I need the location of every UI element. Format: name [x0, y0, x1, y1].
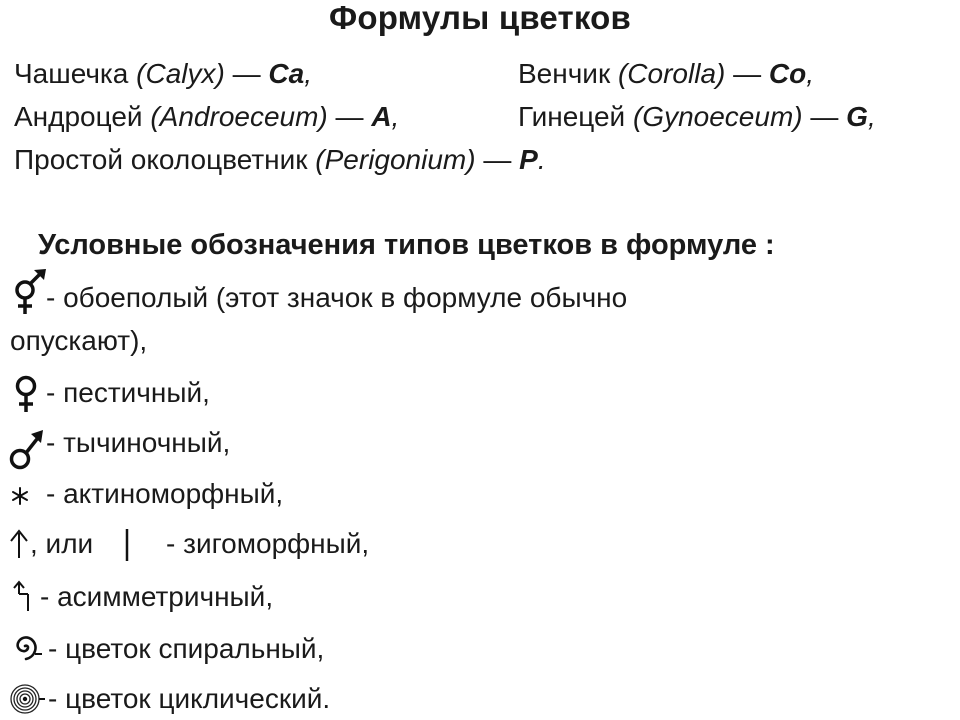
- androeceum-definition: [14, 101, 399, 133]
- gynoeceum-name: Гинецей: [518, 101, 626, 132]
- spiral-icon: [8, 630, 44, 662]
- legend-title: Условные обозначения типов цветков в формуле :: [38, 229, 775, 261]
- androeceum-end: ,: [391, 101, 400, 132]
- male-symbol-icon: [6, 428, 46, 472]
- perigonium-symbol: P: [519, 144, 538, 175]
- vertical-bar-icon: [122, 527, 132, 563]
- corolla-dash: —: [733, 58, 762, 89]
- legend-cyclic-text: - цветок циклический.: [48, 683, 331, 714]
- legend-spiral-text: - цветок спиральный,: [48, 633, 325, 664]
- calyx-latin: (Calyx): [136, 58, 225, 89]
- corolla-end: ,: [806, 58, 815, 89]
- legend-bisexual-text: - обоеполый (этот значок в формуле обычно: [46, 282, 628, 313]
- legend-asterisk-text: - актиноморфный,: [46, 478, 284, 509]
- asterisk-icon: [10, 486, 30, 506]
- bisexual-symbol-icon: [8, 268, 48, 320]
- corolla-symbol: Co: [768, 58, 807, 89]
- perigonium-definition: [14, 144, 546, 176]
- gynoeceum-dash: —: [810, 101, 839, 132]
- androeceum-dash: —: [335, 101, 364, 132]
- legend-asymmetric-text: - асимметричный,: [40, 581, 274, 612]
- androeceum-symbol: A: [371, 101, 392, 132]
- legend-female-text: - пестичный,: [46, 377, 210, 408]
- corolla-latin: (Corolla): [617, 58, 726, 89]
- female-symbol-icon: [10, 374, 44, 416]
- gynoeceum-definition: [518, 101, 876, 133]
- perigonium-end: .: [537, 144, 546, 175]
- calyx-name: Чашечка: [14, 58, 129, 89]
- perigonium-name: Простой околоцветник: [14, 144, 308, 175]
- corolla-definition: [518, 58, 814, 90]
- corolla-name: Венчик: [518, 58, 611, 89]
- perigonium-latin: (Perigonium): [315, 144, 476, 175]
- perigonium-dash: —: [483, 144, 512, 175]
- page-title: Формулы цветков: [329, 0, 631, 36]
- legend-male-text: - тычиночный,: [46, 427, 231, 458]
- up-arrow-icon: [6, 528, 32, 560]
- gynoeceum-latin: (Gynoeceum): [632, 101, 803, 132]
- legend-bisexual-continuation: опускают),: [10, 325, 148, 356]
- asymmetric-arrow-icon: [8, 579, 38, 613]
- legend-zygomorphic-text: - зигоморфный,: [166, 528, 370, 559]
- androeceum-latin: (Androeceum): [150, 101, 328, 132]
- calyx-symbol: Ca: [268, 58, 305, 89]
- calyx-definition: [14, 58, 312, 90]
- gynoeceum-end: ,: [867, 101, 876, 132]
- gynoeceum-symbol: G: [846, 101, 868, 132]
- concentric-circles-icon: [6, 682, 46, 716]
- legend-zygomorphic-or-text: , или: [30, 528, 94, 559]
- androeceum-name: Андроцей: [14, 101, 143, 132]
- calyx-dash: —: [232, 58, 261, 89]
- calyx-end: ,: [304, 58, 312, 89]
